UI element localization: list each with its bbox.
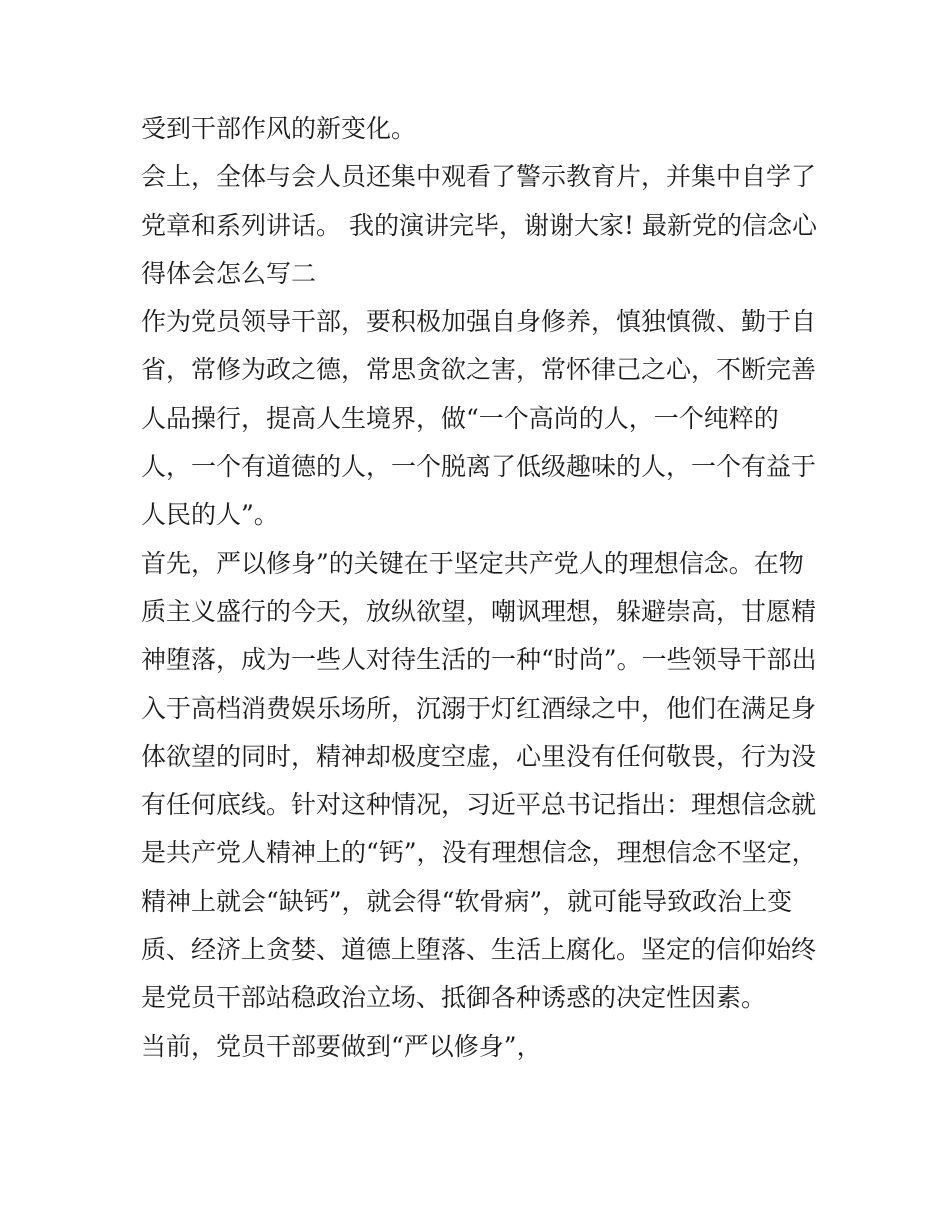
text-line: 体欲望的同时，精神却极度空虚，心里没有任何敬畏，行为没 <box>141 741 817 771</box>
text-line: 受到干部作风的新变化。 <box>141 114 417 143</box>
text-line: 得体会怎么写二 <box>141 258 317 288</box>
text-line: 是党员干部站稳政治立场、抵御各种诱惑的决定性因素。 <box>141 983 767 1013</box>
text-line: 当前，党员干部要做到“严以修身”， <box>141 1031 542 1061</box>
body-text <box>141 105 816 1071</box>
text-line: 是共产党人精神上的“钙”，没有理想信念，理想信念不坚定， <box>141 838 817 868</box>
text-line: 神堕落，成为一些人对待生活的一种“时尚”。一些领导干部出 <box>141 645 817 675</box>
text-line: 党章和系列讲话。 我的演讲完毕，谢谢大家! 最新党的信念心 <box>141 210 817 240</box>
text-line: 精神上就会“缺钙”，就会得“软骨病”，就可能导致政治上变 <box>141 886 793 916</box>
text-line: 作为党员领导干部，要积极加强自身修养，慎独慎微、勤于自 <box>141 307 817 337</box>
text-line: 质、经济上贪婪、道德上堕落、生活上腐化。坚定的信仰始终 <box>141 935 817 965</box>
text-line: 有任何底线。针对这种情况，习近平总书记指出：理想信念就 <box>141 790 817 820</box>
text-line: 会上，全体与会人员还集中观看了警示教育片，并集中自学了 <box>141 162 817 192</box>
text-line: 人，一个有道德的人，一个脱离了低级趣味的人，一个有益于 <box>141 452 817 482</box>
text-line: 质主义盛行的今天，放纵欲望，嘲讽理想，躲避崇高，甘愿精 <box>141 596 817 626</box>
text-line: 首先，严以修身”的关键在于坚定共产党人的理想信念。在物 <box>141 548 804 578</box>
text-line: 省，常修为政之德，常思贪欲之害，常怀律己之心，不断完善 <box>141 355 817 385</box>
text-line: 入于高档消费娱乐场所，沉溺于灯红酒绿之中，他们在满足身 <box>141 693 817 723</box>
text-line: 人品操行，提高人生境界，做“一个高尚的人，一个纯粹的 <box>141 403 779 433</box>
text-line: 人民的人”。 <box>141 500 279 530</box>
